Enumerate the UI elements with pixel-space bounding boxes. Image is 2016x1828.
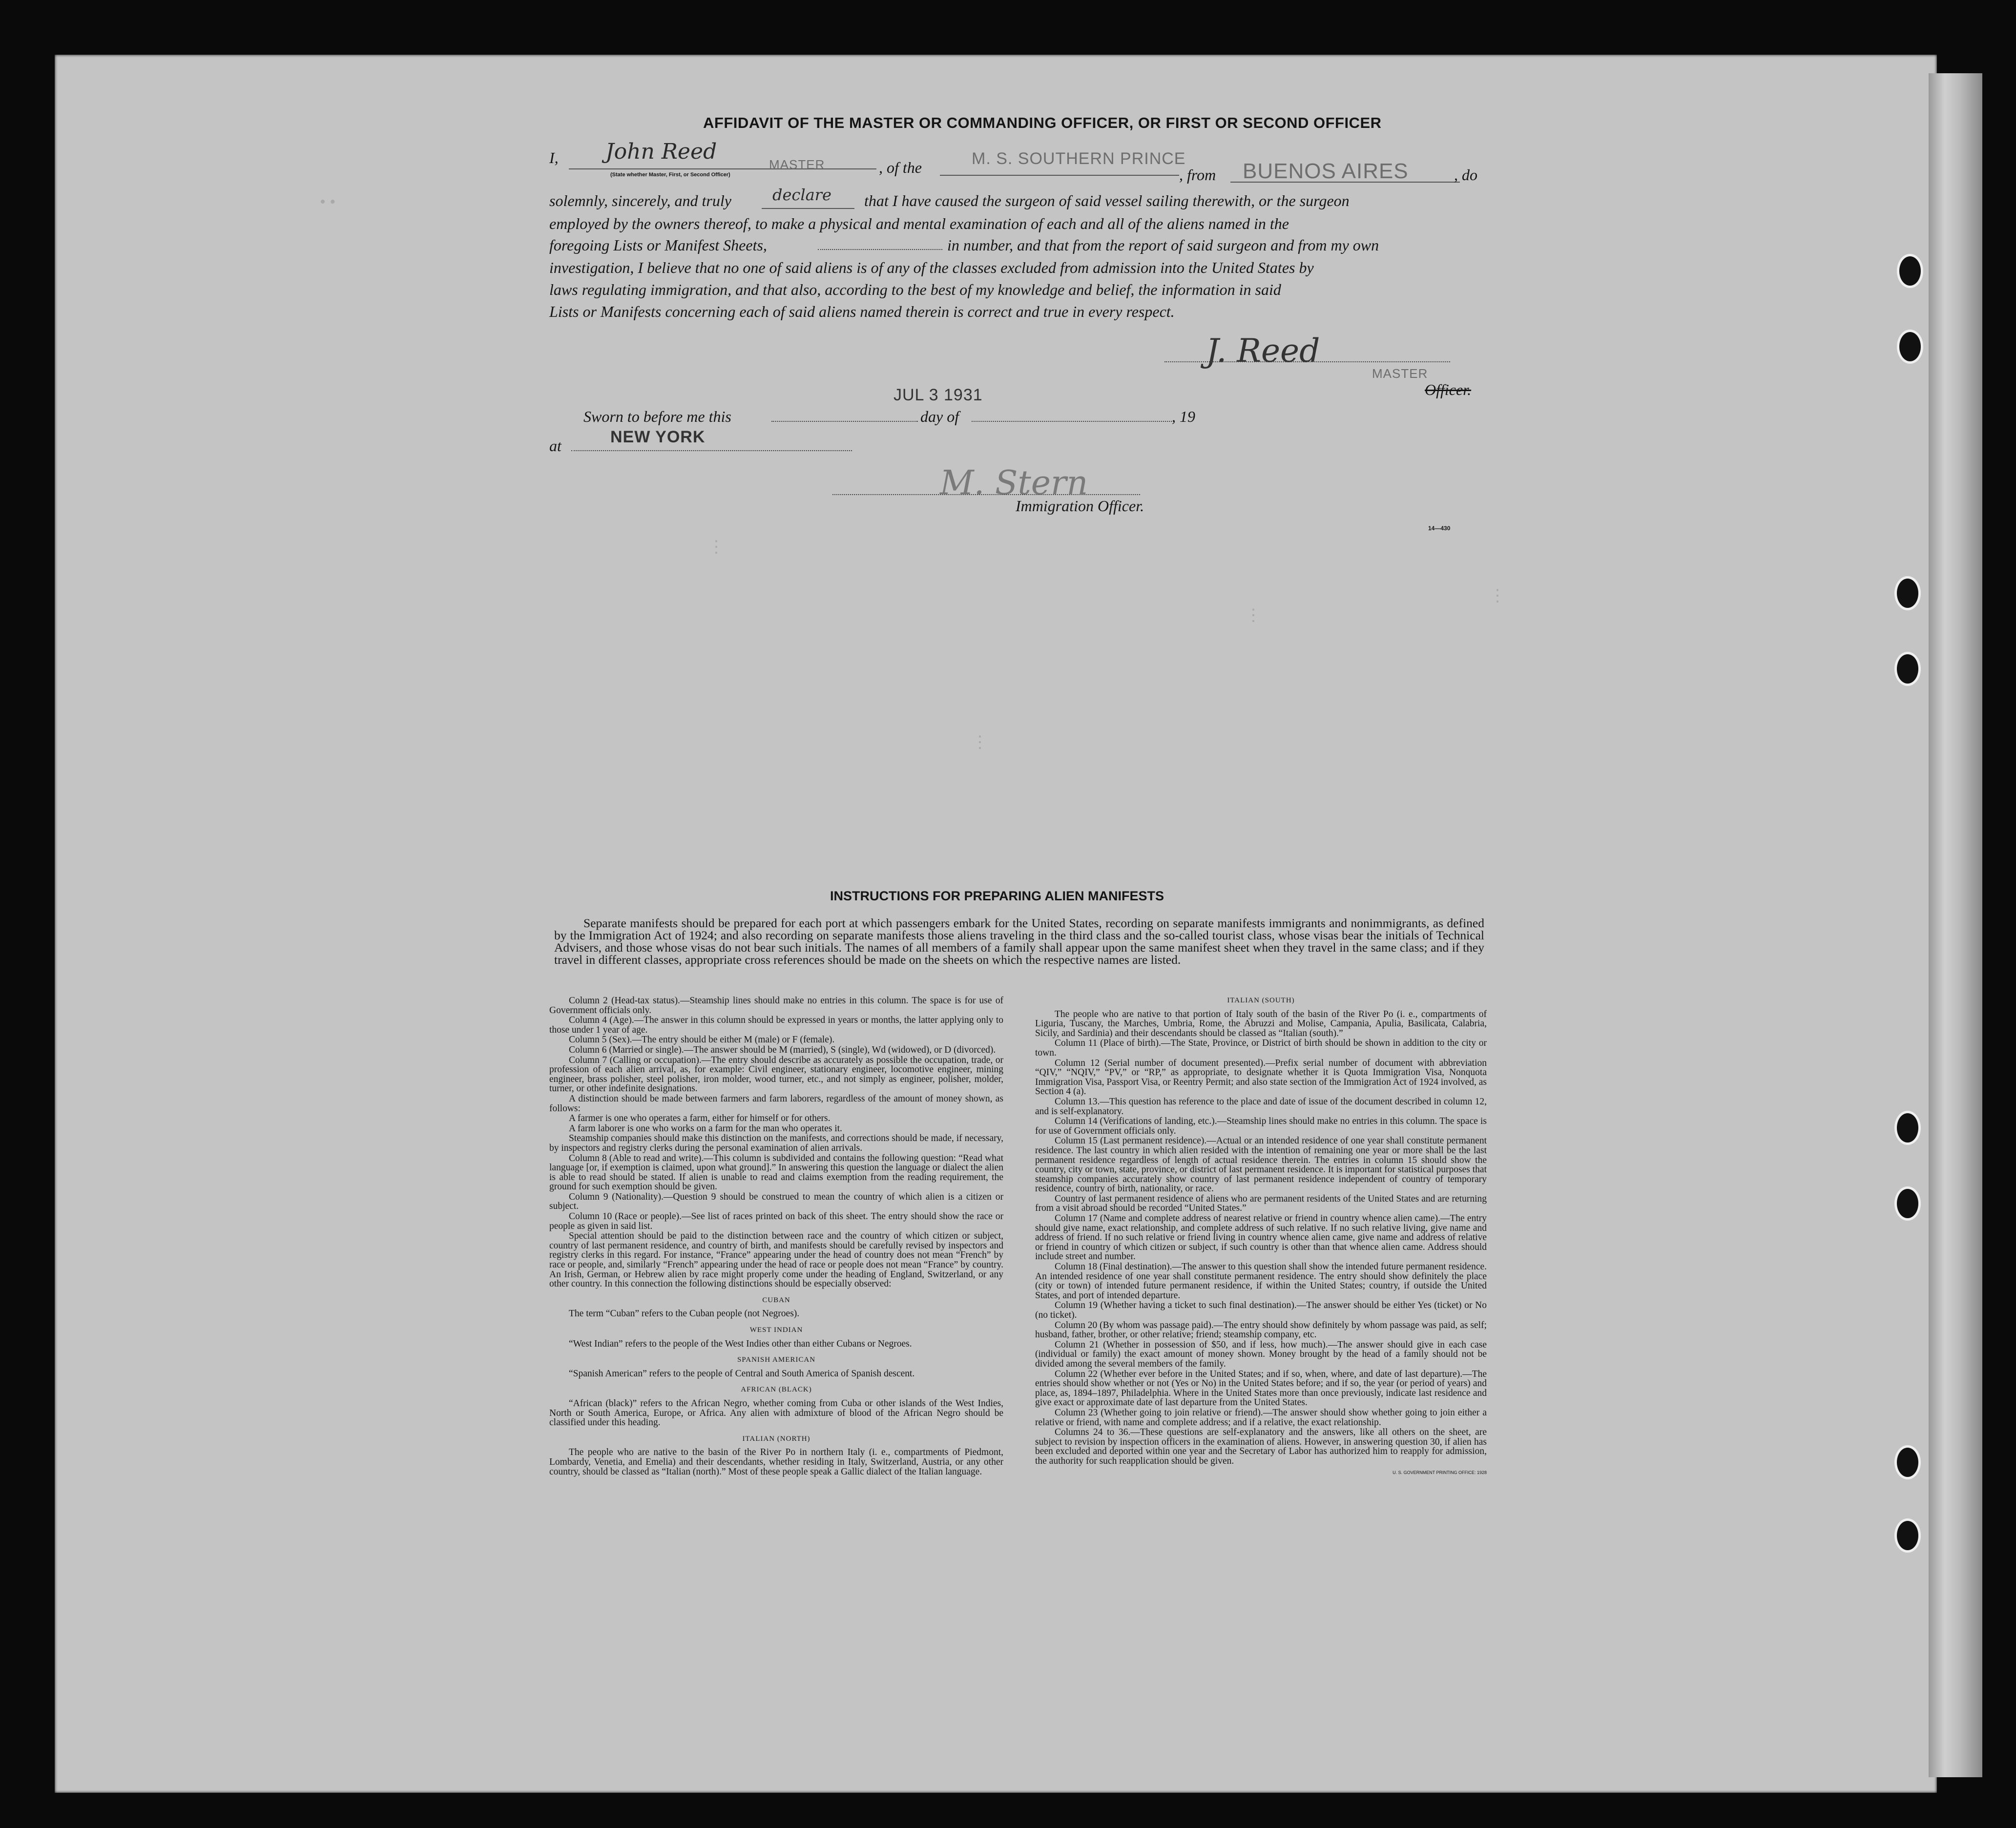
bleed-through-mark: ⋮ [1489,587,1506,605]
binder-hole-4 [1894,652,1921,686]
section-heading-west-indian: WEST INDIAN [749,1326,803,1334]
form-number: 14—430 [1428,525,1451,532]
instruction-paragraph: A farmer is one who operates a farm, either for himself or for others. [569,1113,831,1124]
bleed-through-mark: ⋮ [1245,606,1262,624]
instructions-right-column [1035,996,1487,1477]
instructions-intro: Separate manifests should be prepared for each port at which passengers embark for the United States, recording on separate manifests immigrants and nonimmigrants, as defined by the Immigration Act of 1924; and also recording on separate manifests those aliens traveling in the third class and the so-called tourist class, whose visas bear the initials of Technical Advisers, and those whose visas do not bear such initials. The names of all members of a family shall appear upon the same manifest sheet when they travel in the same class; and if they travel in different classes, appropriate cross references should be made on the sheets on which the respective names are listed. [554,916,1484,967]
instruction-paragraph: Column 8 (Able to read and write).—This column is subdivided and contains the following question: “Read what language [or, if exemption is claimed, upon what ground].” In answering this question the language or dialect the alien is able to read should be stated. If alien is unable to read and claims exemption from the reading requirement, the ground for such exemption should be given. [549,1153,1003,1192]
printing-office-footer [1035,1467,1487,1478]
section-heading-spanish-american: SPANISH AMERICAN [737,1356,816,1364]
instruction-paragraph: Column 23 (Whether going to join relative or friend).—The answer should show whether going to join either a relative or friend, with name and complete address; and if a relative, the exact relationship. [1035,1407,1487,1428]
instruction-paragraph: Column 14 (Verifications of landing, etc.).—Steamship lines should make no entries in this column. The space is for use of Government officials only. [1035,1116,1487,1136]
rank-hint: (State whether Master, First, or Second Officer) [610,172,730,178]
binder-hole-2 [1897,330,1923,364]
affidavit-line-2a: solemnly, sincerely, and truly [549,192,731,209]
instruction-paragraph: Column 21 (Whether in possession of $50, and if less, how much).—The answer should give in each case (individual or family) the exact amount of money shown. Money brought by the head of a family should not be divided among the several members of the family. [1035,1339,1487,1369]
affidavit-i: I, [549,149,559,166]
instruction-paragraph: “Spanish American” refers to the people of Central and South America of Spanish descent. [569,1368,915,1379]
affidavit-line-4a: foregoing Lists or Manifest Sheets, [549,236,767,254]
instructions-left-column [549,996,1003,1477]
instruction-paragraph: The people who are native to the basin of the River Po in northern Italy (i. e., compartments of Piedmont, Lombardy, Venetia, and Emelia) and their descendants, whether residing in Italy, Switzerland, Austria, or any other country, should be classed as “Italian (north).” Most of these people speak a Gallic dialect of the Italian language. [549,1447,1003,1477]
do-label: , do [1454,166,1477,184]
of-the-label: , of the [879,159,922,176]
declare-handwritten: declare [772,186,831,204]
binder-hole-6 [1894,1186,1921,1221]
immigration-officer-signature: M. Stern [940,464,1088,502]
instruction-paragraph: “West Indian” refers to the people of the West Indies other than either Cubans or Negroes. [569,1338,912,1349]
section-heading-italian-north: ITALIAN (NORTH) [742,1434,811,1443]
instruction-paragraph: Column 15 (Last permanent residence).—Actual or an intended residence of one year shall constitute permanent residence. The last country in which alien resided with the intention of remaining one year or more shall be the last permanent residence regardless of length of actual residence therein. The entries in column 15 should show the country, city or town, state, province, or district of last permanent residence. It is important for statistical purposes that steamship companies accurately show country of last permanent residence independent of country of temporary residence, country of birth, nationality, or race. [1035,1136,1487,1194]
section-heading-cuban: CUBAN [762,1296,790,1304]
section-heading-african: AFRICAN (BLACK) [741,1386,812,1394]
binder-hole-5 [1894,1111,1921,1145]
master-signature: J. Reed [1206,332,1320,370]
instruction-paragraph: A farm laborer is one who works on a farm for the man who operates it. [569,1123,842,1134]
instruction-paragraph: Column 6 (Married or single).—The answer should be M (married), S (single), Wd (widowed), or D (divorced). [569,1044,996,1055]
instruction-paragraph: Column 5 (Sex).—The entry should be either M (male) or F (female). [569,1035,835,1045]
master-name-handwritten: John Reed [605,139,717,164]
place-stamp: NEW YORK [610,428,706,446]
affidavit-line-5: investigation, I believe that no one of said aliens is of any of the classes excluded from admission into the United States by [549,259,1314,276]
printing-office-text: U. S. GOVERNMENT PRINTING OFFICE: 1928 [1392,1470,1487,1475]
bleed-through-mark: ⋮ [708,538,725,556]
instructions-title: INSTRUCTIONS FOR PREPARING ALIEN MANIFESTS [830,889,1164,903]
affidavit-line-4b: in number, and that from the report of said surgeon and from my own [947,236,1379,254]
affidavit-line-6: laws regulating immigration, and that also, according to the best of my knowledge and belief, the information in said [549,281,1281,298]
instruction-paragraph: Column 13.—This question has reference to the place and date of issue of the document described in column 12, and is self-explanatory. [1035,1096,1487,1117]
binder-hole-8 [1894,1518,1921,1553]
instruction-paragraph: Columns 24 to 36.—These questions are self-explanatory and the answers, like all others on the sheet, are subject to revision by inspection officers in the examination of aliens. However, in answering question 30, if alien has been excluded and deported within one year and the Secretary of Labor has authorized him to reapply for admission, the authority for such reapplication should be given. [1035,1427,1487,1466]
instruction-paragraph: Column 10 (Race or people).—See list of races printed on back of this sheet. The entry should show the race or people as given in said list. [549,1211,1003,1231]
instruction-paragraph: Column 17 (Name and complete address of nearest relative or friend in country whence alien came).—The entry should give name, exact relationship, and complete address of such relative. If no such relative living, give name and address of friend. If no such relative or friend living in country whence alien came, give name and address of relative or friend in country of which citizen or subject, if such country is other than that whence alien came. Address should include street and number. [1035,1213,1487,1262]
instruction-paragraph: “African (black)” refers to the African Negro, whether coming from Cuba or other islands of the West Indies, North or South America, Europe, or Africa. Any alien with admixture of blood of the African Negro should be classified under this heading. [549,1398,1003,1428]
affidavit-line-3: employed by the owners thereof, to make a physical and mental examination of each and all of the aliens named in the [549,215,1289,232]
signature-rank-stamp: MASTER [1372,366,1428,381]
instruction-paragraph: Column 12 (Serial number of document presented).—Prefix serial number of document with abbreviation “QIV,” “NQIV,” “PV,” or “RP,” as appropriate, to designate whether it is Quota Immigration Visa, Nonquota Immigration Visa, Passport Visa, or Reentry Permit; and also state section of the Immigration Act of 1924 involved, as Section 4 (a). [1035,1058,1487,1097]
instruction-paragraph: Column 4 (Age).—The answer in this column should be expressed in years or months, the latter applying only to those under 1 year of age. [549,1015,1003,1035]
date-stamp: JUL 3 1931 [894,386,983,404]
bleed-through-mark: ⋮ [972,733,988,751]
sworn-label: Sworn to before me this [583,408,731,425]
year-label: , 19 [1172,408,1195,425]
instruction-paragraph: Special attention should be paid to the distinction between race and the country of which citizen or subject, country of last permanent residence, and country of birth, and manifests should be carefully revised by inspectors and registry clerks in this regard. For instance, “France” appearing under the head of country does not mean “French” by race or people, and, similarly “French” appearing under the head of race or people does not mean “France” by country. An Irish, German, or Hebrew alien by race might properly come under the heading of England, Switzerland, or any other country. In this connection the following distinctions should be especially observed: [549,1231,1003,1289]
affidavit-title: AFFIDAVIT OF THE MASTER OR COMMANDING OFFICER, OR FIRST OR SECOND OFFICER [703,114,1382,131]
instruction-paragraph: Country of last permanent residence of aliens who are permanent residents of the United States and are returning from a visit abroad should be recorded “United States.” [1035,1193,1487,1214]
instruction-paragraph: The term “Cuban” refers to the Cuban people (not Negroes). [569,1309,800,1319]
from-label: , from [1179,166,1216,184]
departure-port-stamp: BUENOS AIRES [1243,159,1409,183]
binder-hole-1 [1897,254,1923,288]
affidavit-line-7: Lists or Manifests concerning each of said aliens named therein is correct and true in every respect. [549,303,1175,320]
instruction-paragraph: Column 22 (Whether ever before in the United States; and if so, when, where, and date of last departure).—The entries should show whether or not (Yes or No) in the United States before; and if so, the year (or period of years) and place, as, 1894–1897, Philadelphia. Where in the United States more than once previously, indicate last residence and give exact or approximate date of last departure from the United States. [1035,1369,1487,1408]
instruction-paragraph: Column 9 (Nationality).—Question 9 should be construed to mean the country of which alien is a citizen or subject. [549,1191,1003,1212]
instruction-paragraph: Column 19 (Whether having a ticket to such final destination).—The answer should be either Yes (ticket) or No (no ticket). [1035,1300,1487,1320]
instruction-paragraph: A distinction should be made between farmers and farm laborers, regardless of the amount of money shown, as follows: [549,1093,1003,1114]
immigration-officer-label: Immigration Officer. [1016,497,1144,515]
binder-hole-3 [1894,576,1921,610]
instruction-paragraph: Column 2 (Head-tax status).—Steamship lines should make no entries in this column. The space is for use of Government officials only. [549,996,1003,1016]
instruction-paragraph: The people who are native to that portion of Italy south of the basin of the River Po (i. e., compartments of Liguria, Tuscany, the Marches, Umbria, Rome, the Abruzzi and Molise, Campania, Apulia, Basilicata, Calabria, Sicily, and Sardinia) and their descendants should be classed as “Italian (south).” [1035,1009,1487,1039]
stacked-sheet-edges [1929,73,1982,1777]
section-heading-italian-south: ITALIAN (SOUTH) [1227,997,1295,1004]
rank-stamp: MASTER [769,157,825,172]
vessel-stamp: M. S. SOUTHERN PRINCE [972,149,1186,168]
binder-hole-7 [1894,1445,1921,1479]
at-label: at [549,437,561,455]
day-of-label: day of [920,408,959,425]
bleed-through-mark: • • [320,193,336,211]
instruction-paragraph: Column 7 (Calling or occupation).—The entry should describe as accurately as possible the occupation, trade, or profession of each alien arrival, as, for example: Civil engineer, stationary engineer, locomotive engineer, mining engineer, brass polisher, steel polisher, iron molder, wood turner, etc., and not simply as engineer, polisher, molder, turner, or other indefinite designations. [549,1055,1003,1094]
instruction-paragraph: Steamship companies should make this distinction on the manifests, and corrections should be made, if necessary, by inspectors and registry clerks during the personal examination of alien arrivals. [549,1133,1003,1153]
affidavit-line-2b: that I have caused the surgeon of said vessel sailing therewith, or the surgeon [864,192,1350,209]
instruction-paragraph: Column 11 (Place of birth).—The State, Province, or District of birth should be shown in addition to the city or town. [1035,1038,1487,1058]
officer-label: Officer. [1425,381,1472,398]
instruction-paragraph: Column 20 (By whom was passage paid).—The entry should show definitely by whom passage was paid, as self; husband, father, brother, or other relative; friend; steamship company, etc. [1035,1320,1487,1340]
instruction-paragraph: Column 18 (Final destination).—The answer to this question shall show the intended future permanent residence. An intended residence of one year shall constitute permanent residence. The entry should show definitely the place (city or town) of intended future permanent residence, if within the United States; country, if outside the United States, and port of intended departure. [1035,1262,1487,1301]
